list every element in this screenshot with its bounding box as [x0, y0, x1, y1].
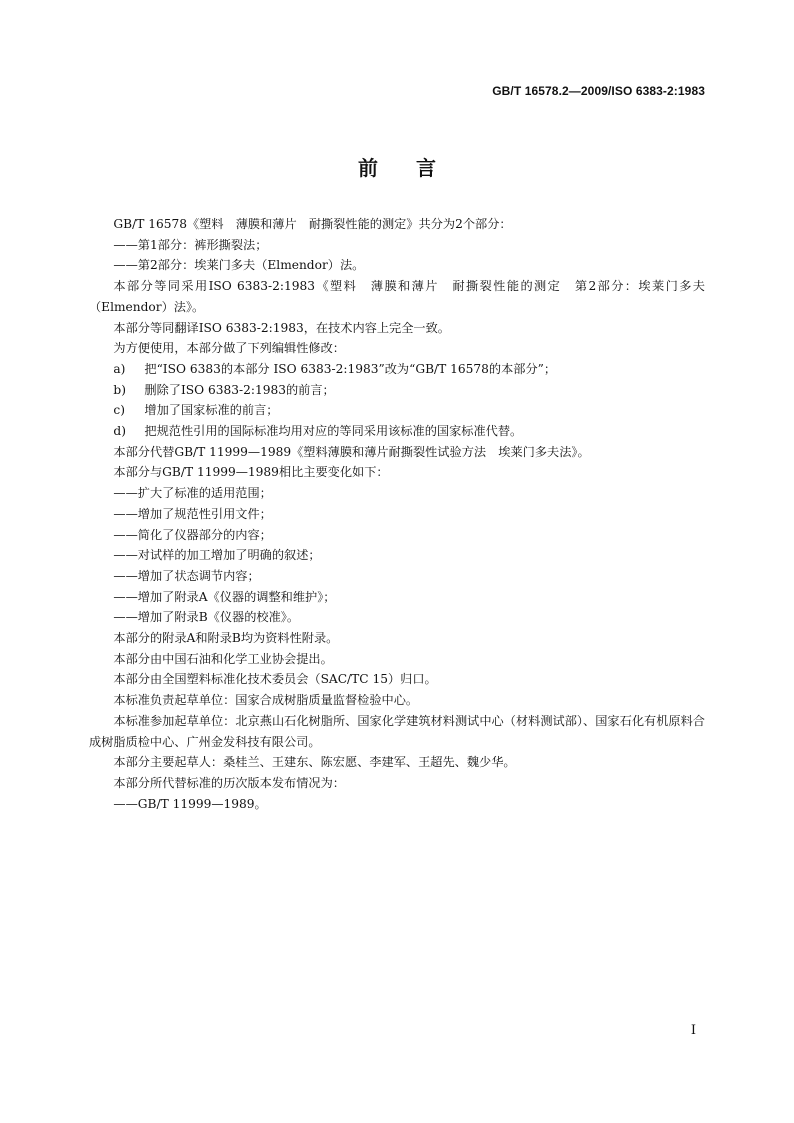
edit-item-label: d)	[113, 424, 126, 439]
list-item-change: ——增加了状态调节内容；	[113, 568, 260, 583]
paragraph-drafting-unit: 本标准负责起草单位：国家合成树脂质量监督检验中心。	[113, 693, 419, 708]
list-item-history: ——GB/T 11999—1989。	[113, 796, 267, 811]
paragraph-changes-intro: 本部分与GB/T 11999—1989相比主要变化如下：	[113, 465, 389, 480]
paragraph-parts-intro: GB/T 16578《塑料 薄膜和薄片 耐撕裂性能的测定》共分为2个部分：	[113, 217, 512, 231]
paragraph-drafters: 本部分主要起草人：桑桂兰、王建东、陈宏愿、李建军、王超先、魏少华。	[113, 755, 516, 770]
edit-item-c	[89, 400, 705, 421]
page-number: I	[690, 1023, 696, 1038]
edit-item-text: 把“ISO 6383的本部分 ISO 6383-2:1983”改为“GB/T 16578的本部分”；	[144, 361, 557, 376]
list-item-change: ——扩大了标准的适用范围；	[113, 486, 272, 501]
edit-item-text: 增加了国家标准的前言；	[144, 403, 279, 418]
list-item-change: ——增加了附录B《仪器的校准》。	[113, 610, 300, 625]
paragraph-proposed-by: 本部分由中国石油和化学工业协会提出。	[113, 651, 333, 666]
list-item-change: ——对试样的加工增加了明确的叙述；	[113, 548, 321, 563]
paragraph-edits-intro: 为方便使用，本部分做了下列编辑性修改：	[113, 341, 345, 356]
list-item-part-2: ——第2部分：埃莱门多夫（Elmendor）法。	[113, 258, 365, 273]
foreword-body	[89, 214, 705, 814]
list-item-change: ——简化了仪器部分的内容；	[113, 527, 272, 542]
edit-item-text: 删除了ISO 6383-2:1983的前言；	[144, 382, 335, 397]
paragraph-replaces: 本部分代替GB/T 11999—1989《塑料薄膜和薄片耐撕裂性试验方法 埃莱门多夫法》。	[113, 444, 590, 459]
edit-item-label: b)	[113, 382, 126, 397]
paragraph-participating-units: 本标准参加起草单位：北京燕山石化树脂所、国家化学建筑材料测试中心（材料测试部）、国家石化有机原料合成树脂质检中心、广州金发科技有限公司。	[89, 713, 705, 749]
standard-code-header: GB/T 16578.2—2009/ISO 6383-2:1983	[492, 84, 705, 98]
paragraph-translation: 本部分等同翻译ISO 6383-2:1983，在技术内容上完全一致。	[113, 320, 450, 335]
paragraph-adoption: 本部分等同采用ISO 6383-2:1983《塑料 薄膜和薄片 耐撕裂性能的测定 第2部分：埃莱门多夫（Elmendor）法》。	[89, 279, 705, 314]
edit-item-label: a)	[113, 361, 126, 376]
edit-item-a	[89, 359, 705, 380]
edit-item-text: 把规范性引用的国际标准均用对应的等同采用该标准的国家标准代替。	[144, 424, 523, 439]
paragraph-history-intro: 本部分所代替标准的历次版本发布情况为：	[113, 775, 345, 790]
list-item-change: ——增加了规范性引用文件；	[113, 506, 272, 521]
list-item-change: ——增加了附录A《仪器的调整和维护》；	[113, 589, 336, 604]
paragraph-centralized-by: 本部分由全国塑料标准化技术委员会（SAC/TC 15）归口。	[113, 672, 437, 687]
edit-item-d	[89, 421, 705, 442]
edit-item-b	[89, 380, 705, 401]
list-item-part-1: ——第1部分：裤形撕裂法；	[113, 237, 268, 252]
edit-item-label: c)	[113, 403, 125, 418]
paragraph-annexes: 本部分的附录A和附录B均为资料性附录。	[113, 631, 339, 646]
page-title: 前言	[358, 156, 474, 180]
